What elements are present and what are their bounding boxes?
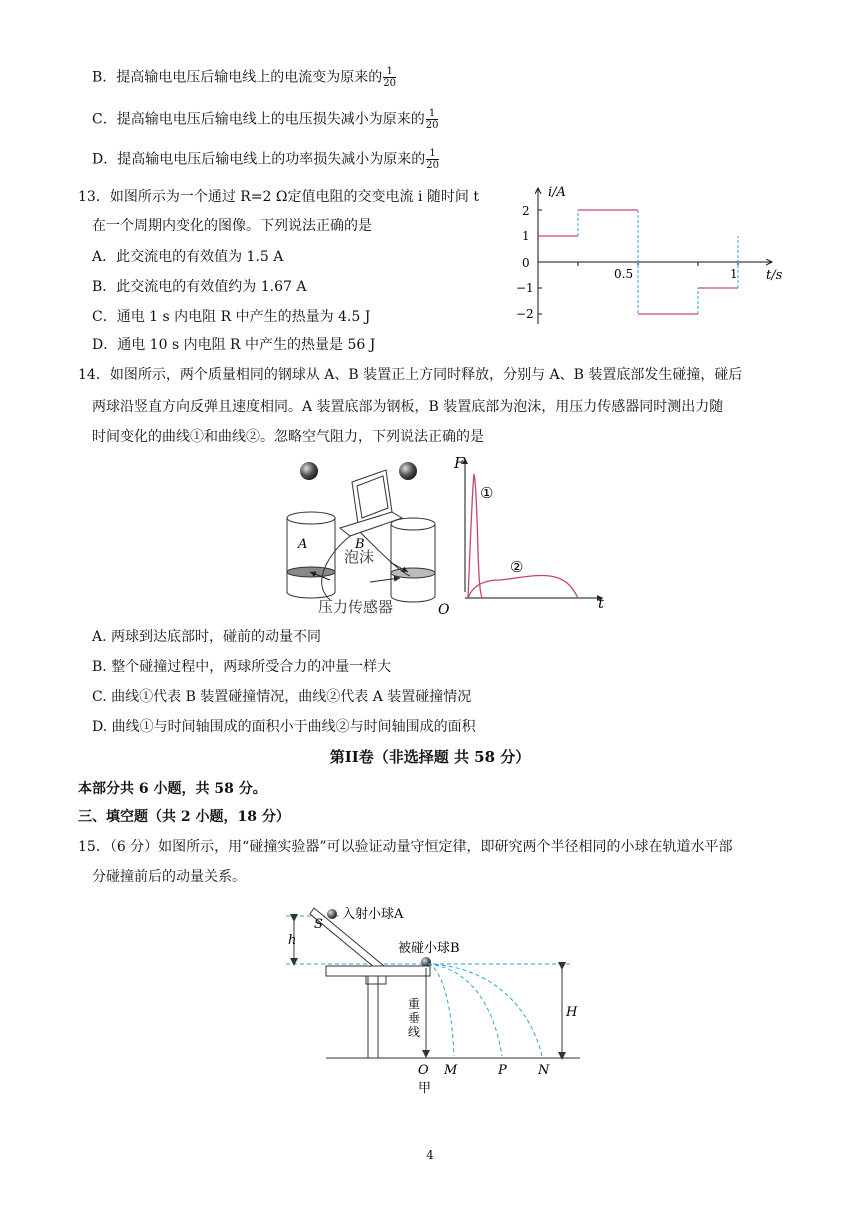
- fraction: $\frac{1}{20}$: [383, 66, 397, 89]
- label-a: A: [298, 537, 308, 552]
- curve-2-label: ②: [510, 558, 524, 576]
- figure-label-jia: 甲: [418, 1081, 432, 1096]
- curve-2: [468, 575, 578, 598]
- ball-b-label: 被碰小球B: [398, 941, 460, 956]
- section-2-note: 本部分共 6 小题，共 58 分。: [78, 781, 267, 797]
- q14-option-d: D. 曲线①与时间轴围成的面积小于曲线②与时间轴围成的面积: [92, 719, 476, 735]
- ball-a-label: 入射小球A: [342, 907, 404, 922]
- y-tick-neg1: −1: [516, 281, 534, 295]
- steel-ball-a: [300, 462, 318, 480]
- fraction: $\frac{1}{20}$: [426, 148, 439, 171]
- trajectory-m: [428, 964, 454, 1056]
- label-b: B: [355, 537, 365, 552]
- trajectory-n: [428, 964, 542, 1056]
- steel-ball-b: [399, 462, 417, 480]
- q13-option-b: B．此交流电的有效值约为 1.67 A: [92, 279, 307, 295]
- plumb-char-3: 线: [408, 1025, 421, 1039]
- sensor-arrow-b: [370, 578, 400, 582]
- point-o: O: [418, 1063, 429, 1078]
- foam-label: 泡沫: [344, 548, 375, 566]
- q15-stem-line1: 15．（6 分）如图所示，用“碰撞实验器”可以验证动量守恒定律，即研究两个半径相同的小球在轨道水平部: [78, 839, 733, 855]
- y-tick-neg2: −2: [516, 307, 534, 321]
- s-label: S: [314, 917, 323, 932]
- q14-option-c: C. 曲线①代表 B 装置碰撞情况，曲线②代表 A 装置碰撞情况: [92, 689, 472, 705]
- t-axis-label: t: [598, 594, 605, 612]
- x-tick-1: 1: [730, 267, 738, 281]
- q15-stem-line2: 分碰撞前后的动量关系。: [92, 869, 246, 885]
- ball-a: [327, 909, 337, 919]
- q12-option-c-text: C．提高输电电压后输电线上的电压损失减小为原来的: [92, 111, 425, 128]
- plumb-char-1: 重: [408, 997, 421, 1011]
- q13-stem-line1: 13．如图所示为一个通过 R=2 Ω定值电阻的交变电流 i 随时间 t: [78, 189, 479, 205]
- trajectory-p: [428, 964, 502, 1056]
- collision-experiment-figure: [280, 896, 600, 1106]
- point-m: M: [444, 1063, 458, 1078]
- curve-1-label: ①: [480, 484, 494, 502]
- q13-option-c: C．通电 1 s 内电阻 R 中产生的热量为 4.5 J: [92, 309, 371, 325]
- sensor-label: 压力传感器: [318, 598, 394, 616]
- y-tick-2: 2: [522, 204, 530, 218]
- part-3-heading: 三、填空题（共 2 小题，18 分）: [78, 809, 290, 825]
- q12-option-d-text: D．提高输电电压后输电线上的功率损失减小为原来的: [92, 151, 426, 168]
- point-n: N: [538, 1063, 550, 1078]
- y-tick-1: 1: [522, 229, 530, 243]
- plumb-char-2: 垂: [408, 1011, 421, 1025]
- q14-option-a: A. 两球到达底部时，碰前的动量不同: [92, 629, 322, 645]
- x-tick-0.5: 0.5: [614, 267, 634, 281]
- q13-option-a: A．此交流电的有效值为 1.5 A: [92, 249, 284, 265]
- q14-option-b: B. 整个碰撞过程中，两球所受合力的冲量一样大: [92, 659, 392, 675]
- q14-stem-line3: 时间变化的曲线①和曲线②。忽略空气阻力，下列说法正确的是: [92, 429, 484, 445]
- q13-option-d: D．通电 10 s 内电阻 R 中产生的热量是 56 J: [92, 337, 376, 353]
- h-label: h: [288, 933, 297, 948]
- x-axis-label: t/s: [766, 268, 783, 283]
- current-time-graph: [510, 180, 810, 330]
- y-tick-0: 0: [522, 256, 530, 270]
- point-p: P: [498, 1063, 507, 1078]
- q12-option-d: [92, 148, 439, 171]
- q12-option-b: [92, 66, 396, 89]
- page-number: 4: [426, 1148, 434, 1162]
- big-h-label: H: [566, 1005, 578, 1020]
- section-2-title: 第II卷（非选择题 共 58 分）: [329, 748, 531, 766]
- fraction: $\frac{1}{20}$: [425, 108, 439, 131]
- q14-stem-line1: 14．如图所示，两个质量相同的钢球从 A、B 装置正上方同时释放，分别与 A、B 装置底部发生碰撞，碰后: [78, 367, 743, 383]
- origin-label: O: [438, 602, 450, 618]
- y-axis-label: i/A: [548, 185, 566, 200]
- q12-option-b-text: B．提高输电电压后输电线上的电流变为原来的: [92, 69, 383, 86]
- f-axis-label: F: [454, 454, 465, 472]
- collision-apparatus-figure: [260, 452, 620, 622]
- q12-option-c: [92, 108, 438, 131]
- q13-stem-line2: 在一个周期内变化的图像。下列说法正确的是: [92, 218, 372, 234]
- q14-stem-line2: 两球沿竖直方向反弹且速度相同。A 装置底部为钢板，B 装置底部为泡沫，用压力传感器同时测出力随: [92, 399, 724, 415]
